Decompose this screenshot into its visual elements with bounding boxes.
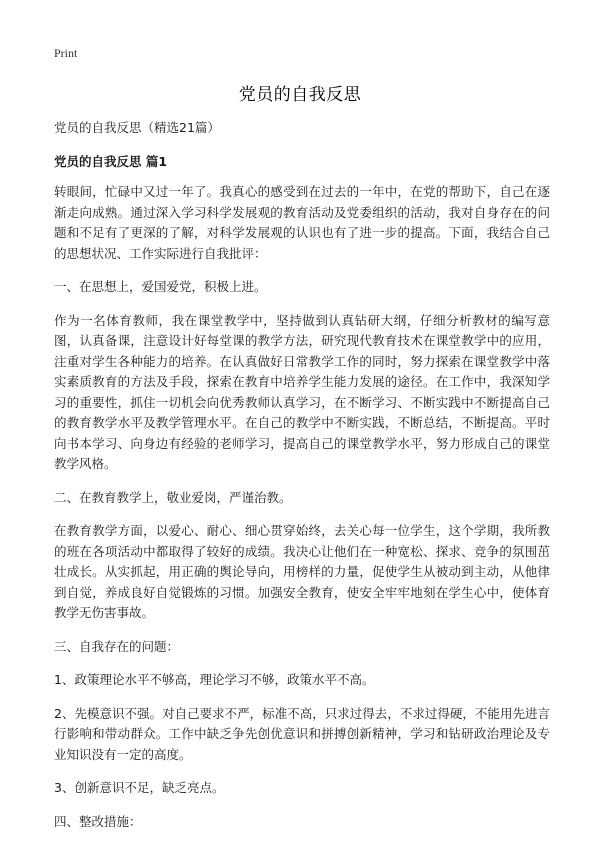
paragraph-body-2: 在教育教学方面，以爱心、耐心、细心贯穿始终，去关心每一位学生，这个学期，我所教的班在各项活动中都取得了较好的成绩。我决心让他们在一种宽松、探求、竞争的氛围茁壮成长。从实抓起，用正确的舆论导向，用榜样的力量，促使学生从被动到主动，从他律到自觉，养成良好自觉锻炼的习惯。加强安全教育，使安全牢牢地刻在学生心中，使体育教学无伤害事故。 [54,523,550,620]
paragraph-item-1: 1、政策理论水平不够高，理论学习不够，政策水平不高。 [54,672,375,687]
section-heading: 党员的自我反思 篇1 [54,154,168,169]
document-subtitle: 党员的自我反思（精选21篇） [54,120,220,135]
print-label: Print [54,46,78,60]
page-title: 党员的自我反思 [238,85,362,105]
paragraph-intro: 转眼间，忙碌中又过一年了。我真心的感受到在过去的一年中，在党的帮助下，自己在逐渐走向成熟。通过深入学习科学发展观的教育活动及党委组织的活动，我对自身存在的问题和不足有了更深的了解，对科学发展观的认识也有了进一步的提高。下面，我结合自己的思想状况、工作实际进行自我批评： [54,184,550,261]
paragraph-item-2: 2、先模意识不强。对自己要求不严，标准不高，只求过得去，不求过得硬，不能用先进言行影响和带动群众。工作中缺乏争先创优意识和拼搏创新精神，学习和钻研政治理论及专业知识没有一定的高度。 [54,705,550,762]
paragraph-item-3: 3、创新意识不足，缺乏亮点。 [54,780,225,795]
paragraph-heading-2: 二、在教育教学上，敬业爱岗，严谨治教。 [54,489,292,505]
paragraph-heading-4: 四、整改措施： [54,813,142,829]
paragraph-body-1: 作为一名体育教师，我在课堂教学中，坚持做到认真钻研大纲，仔细分析教材的编写意图，认真备课，注意设计好每堂课的教学方法，研究现代教育技术在课堂教学中的应用，注重对学生各种能力的培养。在认真做好日常教学工作的同时，努力探索在课堂教学中落实素质教育的方法及手段，探索在教育中培养学生能力发展的途径。在工作中，我深知学习的重要性，抓住一切机会向优秀教师认真学习，在不断学习、不断实践中不断提高自己的教育教学水平及教学管理水平。在自己的教学中不断实践，不断总结，不断提高。平时向书本学习、向身边有经验的老师学习，提高自己的课堂教学水平，努力形成自己的课堂教学风格。 [54,312,550,471]
paragraph-heading-1: 一、在思想上，爱国爱党，积极上进。 [54,279,267,294]
document-body [54,118,550,845]
paragraph-heading-3: 三、自我存在的问题： [54,638,180,654]
